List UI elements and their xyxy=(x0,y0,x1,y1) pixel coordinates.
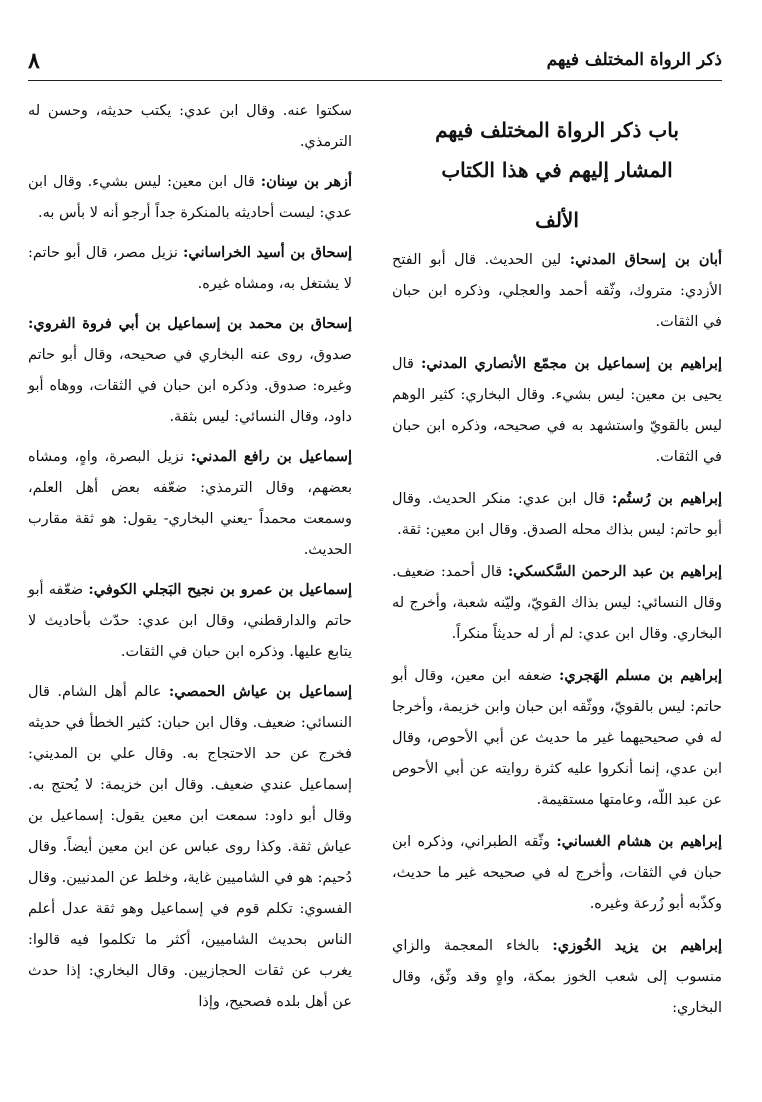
narrator-entry xyxy=(28,308,352,433)
narrator-text: عالم أهل الشام. قال النسائي: ضعيف. وقال ابن حبان: كثير الخطأ في حديثه فخرج عن حد الاحتجاج به. وقال علي بن المديني: إسماعيل عندي ضعيف. وقال ابن خزيمة: لا يُحتج به. وقال أبو داود: سمعت ابن معين يقول: إسماعيل بن عياش ثقة. وكذا روى عباس عن ابن معين أيضاً. وقال دُحيم: هو في الشاميين غاية، وخلط عن المدنيين. وقال الفسوي: تكلم قوم في إسماعيل وهو ثقة عدل أعلم الناس بحديث الشاميين، أكثر ما تكلموا فيه قالوا: يغرب عن ثقات الحجازيين. وقال البخاري: إذا حدث عن أهل بلده فصحيح، وإذا xyxy=(28,684,352,1010)
narrator-text: بالخاء المعجمة والزاي منسوب إلى شعب الخوز بمكة، واهٍ وقد وثّق، وقال البخاري: xyxy=(392,938,722,1016)
narrator-text: نزيل مصر، قال أبو حاتم: لا يشتغل به، ومشاه غيره. xyxy=(28,245,352,292)
narrator-text: قال أحمد: ضعيف. وقال النسائي: ليس بذاك القويّ، وليّنه شعبة، وأخرج له البخاري. وقال ابن عدي: لم أر له حديثاً منكراً. xyxy=(392,564,722,642)
narrator-name: إسماعيل بن عمرو بن نجيح البَجلي الكوفي: xyxy=(88,581,352,598)
section-letter: الألف xyxy=(535,208,579,232)
narrator-text: نزيل البصرة، واهٍ، ومشاه بعضهم، وقال الترمذي: ضعّفه بعض أهل العلم، وسمعت محمداً -يعني البخاري- يقول: هو ثقة مقارب الحديث. xyxy=(28,449,352,558)
narrator-name: أبان بن إسحاق المدني: xyxy=(569,251,723,268)
narrator-name: إبراهيم بن يزيد الخُوزي: xyxy=(552,937,723,954)
narrator-entry xyxy=(28,441,352,566)
narrator-entry xyxy=(392,483,722,546)
narrator-entry xyxy=(392,930,722,1024)
narrator-entry xyxy=(28,574,352,668)
narrator-entry xyxy=(392,826,722,920)
continuation-text: سكتوا عنه. وقال ابن عدي: يكتب حديثه، وحسن له الترمذي. xyxy=(28,103,352,150)
narrator-text: قال ابن معين: ليس بشيء. وقال ابن عدي: ليست أحاديثه بالمنكرة جداً أرجو أنه لا بأس به. xyxy=(28,174,352,221)
narrator-text: ضعّفه أبو حاتم والدارقطني، وقال ابن عدي: حدّث بأحاديث لا يتابع عليها. وذكره ابن حبان في الثقات. xyxy=(28,582,352,660)
narrator-text: قال ابن عدي: منكر الحديث. وقال أبو حاتم: ليس بذاك محله الصدق. وقال ابن معين: ثقة. xyxy=(392,491,722,538)
narrator-name: إبراهيم بن إسماعيل بن مجمّع الأنصاري المدني: xyxy=(421,355,722,372)
chapter-title-line-2: المشار إليهم في هذا الكتاب xyxy=(441,158,673,182)
narrator-name: أزهر بن سِنان: xyxy=(260,173,352,190)
right-column xyxy=(392,96,722,1034)
narrator-text: لين الحديث. قال أبو الفتح الأزدي: متروك، وثّقه أحمد والعجلي، وذكره ابن حبان في الثقات. xyxy=(392,252,722,330)
running-header xyxy=(28,48,722,78)
narrator-name: إبراهيم بن رُستُم: xyxy=(612,490,723,507)
narrator-name: إسحاق بن أسيد الخراساني: xyxy=(183,244,353,261)
page-number: ٨ xyxy=(28,48,40,74)
running-title: ذكر الرواة المختلف فيهم xyxy=(546,50,722,70)
chapter-title-line-1: باب ذكر الرواة المختلف فيهم xyxy=(435,118,679,142)
narrator-text: قال يحيى بن معين: ليس بشيء. وقال البخاري: كثير الوهم ليس بالقويّ واستشهد به في صحيحه، وذكره ابن حبان في الثقات. xyxy=(392,356,722,465)
narrator-text: وثّقه الطبراني، وذكره ابن حبان في الثقات، وأخرج له في صحيحه غير ما حديث، وكذّبه أبو زُرعة وغيره. xyxy=(392,834,722,912)
chapter-title xyxy=(392,110,722,190)
narrator-name: إبراهيم بن عبد الرحمن السَّكسكي: xyxy=(507,563,723,580)
narrator-entry xyxy=(392,348,722,473)
narrator-name: إسماعيل بن رافع المدني: xyxy=(190,448,352,465)
narrator-name: إبراهيم بن هشام الغساني: xyxy=(556,833,722,850)
narrator-entry xyxy=(392,660,722,816)
narrator-entry xyxy=(28,237,352,300)
narrator-name: إبراهيم بن مسلم الهَجري: xyxy=(559,667,723,684)
narrator-entry xyxy=(28,676,352,1018)
narrator-name: إسماعيل بن عياش الحمصي: xyxy=(168,683,352,700)
narrator-text: صدوق، روى عنه البخاري في صحيحه، وقال أبو حاتم وغيره: صدوق. وذكره ابن حبان في الثقات، ووهاه أبو داود، وقال النسائي: ليس بثقة. xyxy=(28,347,352,425)
narrator-entry xyxy=(392,556,722,650)
narrator-name: إسحاق بن محمد بن إسماعيل بن أبي فروة الفروي: xyxy=(28,315,352,332)
narrator-entry xyxy=(392,244,722,338)
header-rule xyxy=(28,80,722,81)
narrator-text: ضعفه ابن معين، وقال أبو حاتم: ليس بالقويّ، ووثّقه ابن حبان وابن خزيمة، وأخرجا له في صحيحيهما غير ما حديث عن أبي الأحوص، وقال ابن عدي، إنما أنكروا عليه كثرة روايته عن أبي الأحوص عن عبد اللّه، وعامتها مستقيمة. xyxy=(392,668,722,808)
narrator-entry xyxy=(28,166,352,229)
left-column xyxy=(28,96,352,1026)
